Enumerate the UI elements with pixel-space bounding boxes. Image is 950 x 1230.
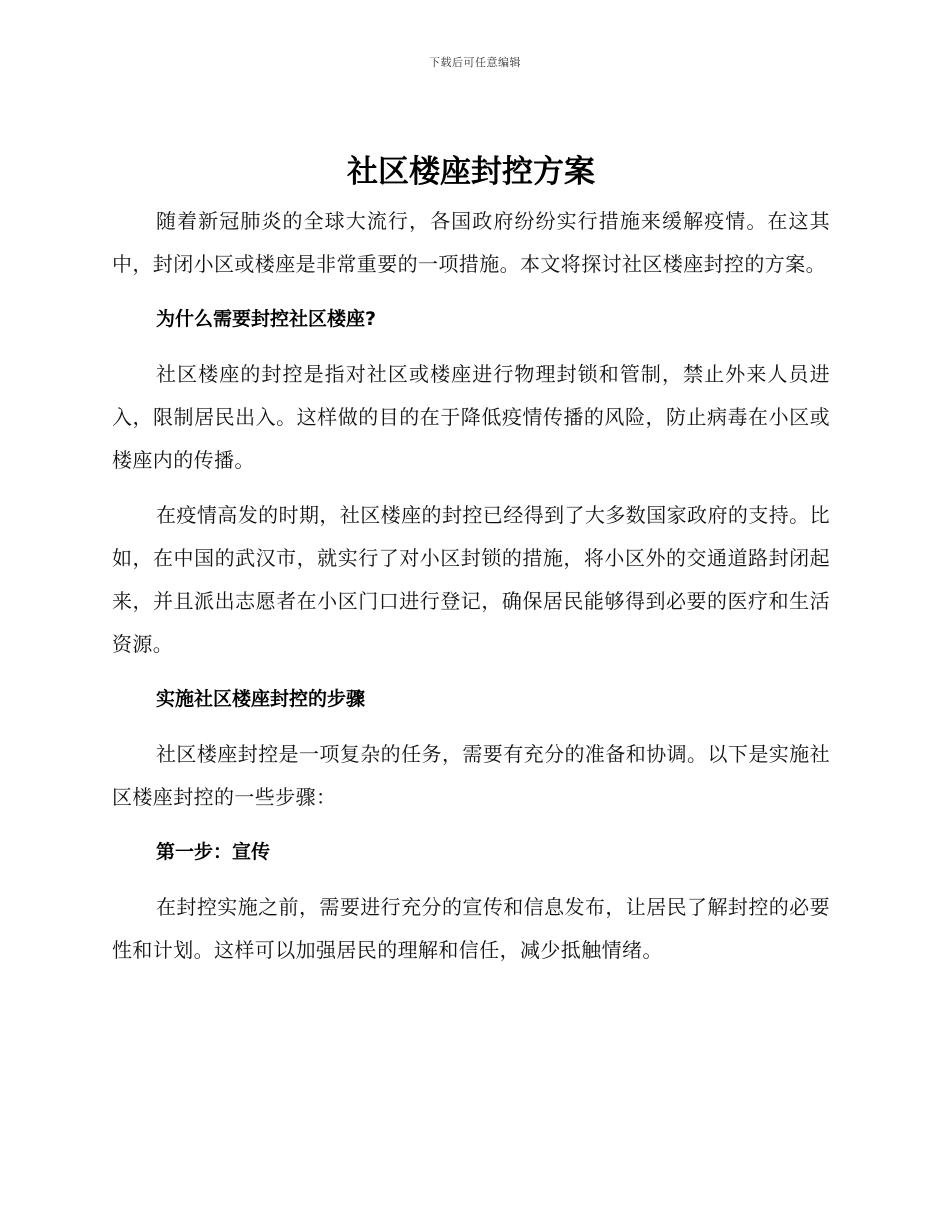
section-why-paragraph-2: 在疫情高发的时期，社区楼座的封控已经得到了大多数国家政府的支持。比如，在中国的武汉市，就实行了对小区封锁的措施，将小区外的交通道路封闭起来，并且派出志愿者在小区门口进行登记，确保居民能够得到必要的医疗和生活资源。	[112, 503, 830, 656]
section-why-paragraph-1: 社区楼座的封控是指对社区或楼座进行物理封锁和管制，禁止外来人员进入，限制居民出入。这样做的目的在于降低疫情传播的风险，防止病毒在小区或楼座内的传播。	[112, 362, 830, 472]
document-body	[112, 150, 830, 984]
section-heading-why: 为什么需要封控社区楼座?	[156, 308, 377, 330]
intro-paragraph: 随着新冠肺炎的全球大流行，各国政府纷纷实行措施来缓解疫情。在这其中，封闭小区或楼座是非常重要的一项措施。本文将探讨社区楼座封控的方案。	[112, 209, 830, 276]
document-title: 社区楼座封控方案	[347, 154, 595, 190]
page-header-note: 下载后可任意编辑	[429, 56, 521, 69]
step-1-heading: 第一步：宣传	[156, 841, 271, 863]
step-1-paragraph: 在封控实施之前，需要进行充分的宣传和信息发布，让居民了解封控的必要性和计划。这样可以加强居民的理解和信任，减少抵触情绪。	[112, 895, 830, 962]
section-steps-paragraph-1: 社区楼座封控是一项复杂的任务，需要有充分的准备和协调。以下是实施社区楼座封控的一些步骤：	[112, 742, 830, 809]
section-heading-steps: 实施社区楼座封控的步骤	[156, 688, 366, 710]
